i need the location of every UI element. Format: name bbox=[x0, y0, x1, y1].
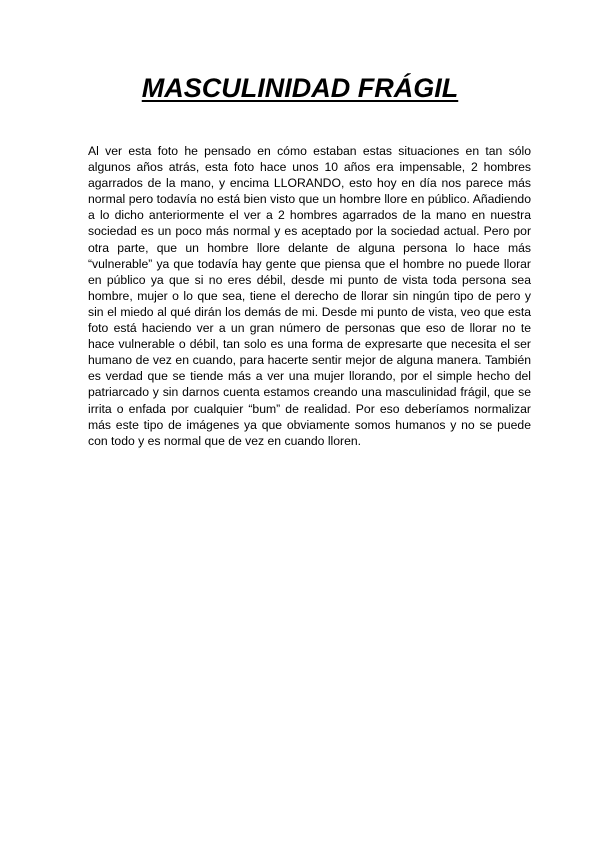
document-title: MASCULINIDAD FRÁGIL bbox=[141, 73, 459, 103]
document-body-paragraph: Al ver esta foto he pensado en cómo estaban estas situaciones en tan sólo algunos años atrás, esta foto hace unos 10 años era impensable, 2 hombres agarrados de la mano, y encima LLORANDO, esto hoy en día nos parece más normal pero todavía no está bien visto que un hombre llore en público. Añadiendo a lo dicho anteriormente el ver a 2 hombres agarrados de la mano en nuestra sociedad es un poco más normal y es aceptado por la sociedad actual. Pero por otra parte, que un hombre llore delante de alguna persona lo hace más “vulnerable” ya que todavía hay gente que piensa que el hombre no puede llorar en público ya que si no eres débil, desde mi punto de vista toda persona sea hombre, mujer o lo que sea, tiene el derecho de llorar sin ningún tipo de pero y sin el miedo al qué dirán los demás de mi. Desde mi punto de vista, veo que esta foto está haciendo ver a un gran número de personas que eso de llorar no te hace vulnerable o débil, tan solo es una forma de expresarte que necesita el ser humano de vez en cuando, para hacerte sentir mejor de alguna manera. También es verdad que se tiende más a ver una mujer llorando, por el simple hecho del patriarcado y sin darnos cuenta estamos creando una masculinidad frágil, que se irrita o enfada por cualquier “bum” de realidad. Por eso deberíamos normalizar más este tipo de imágenes ya que obviamente somos humanos y no se puede con todo y es normal que de vez en cuando lloren. bbox=[88, 144, 531, 448]
